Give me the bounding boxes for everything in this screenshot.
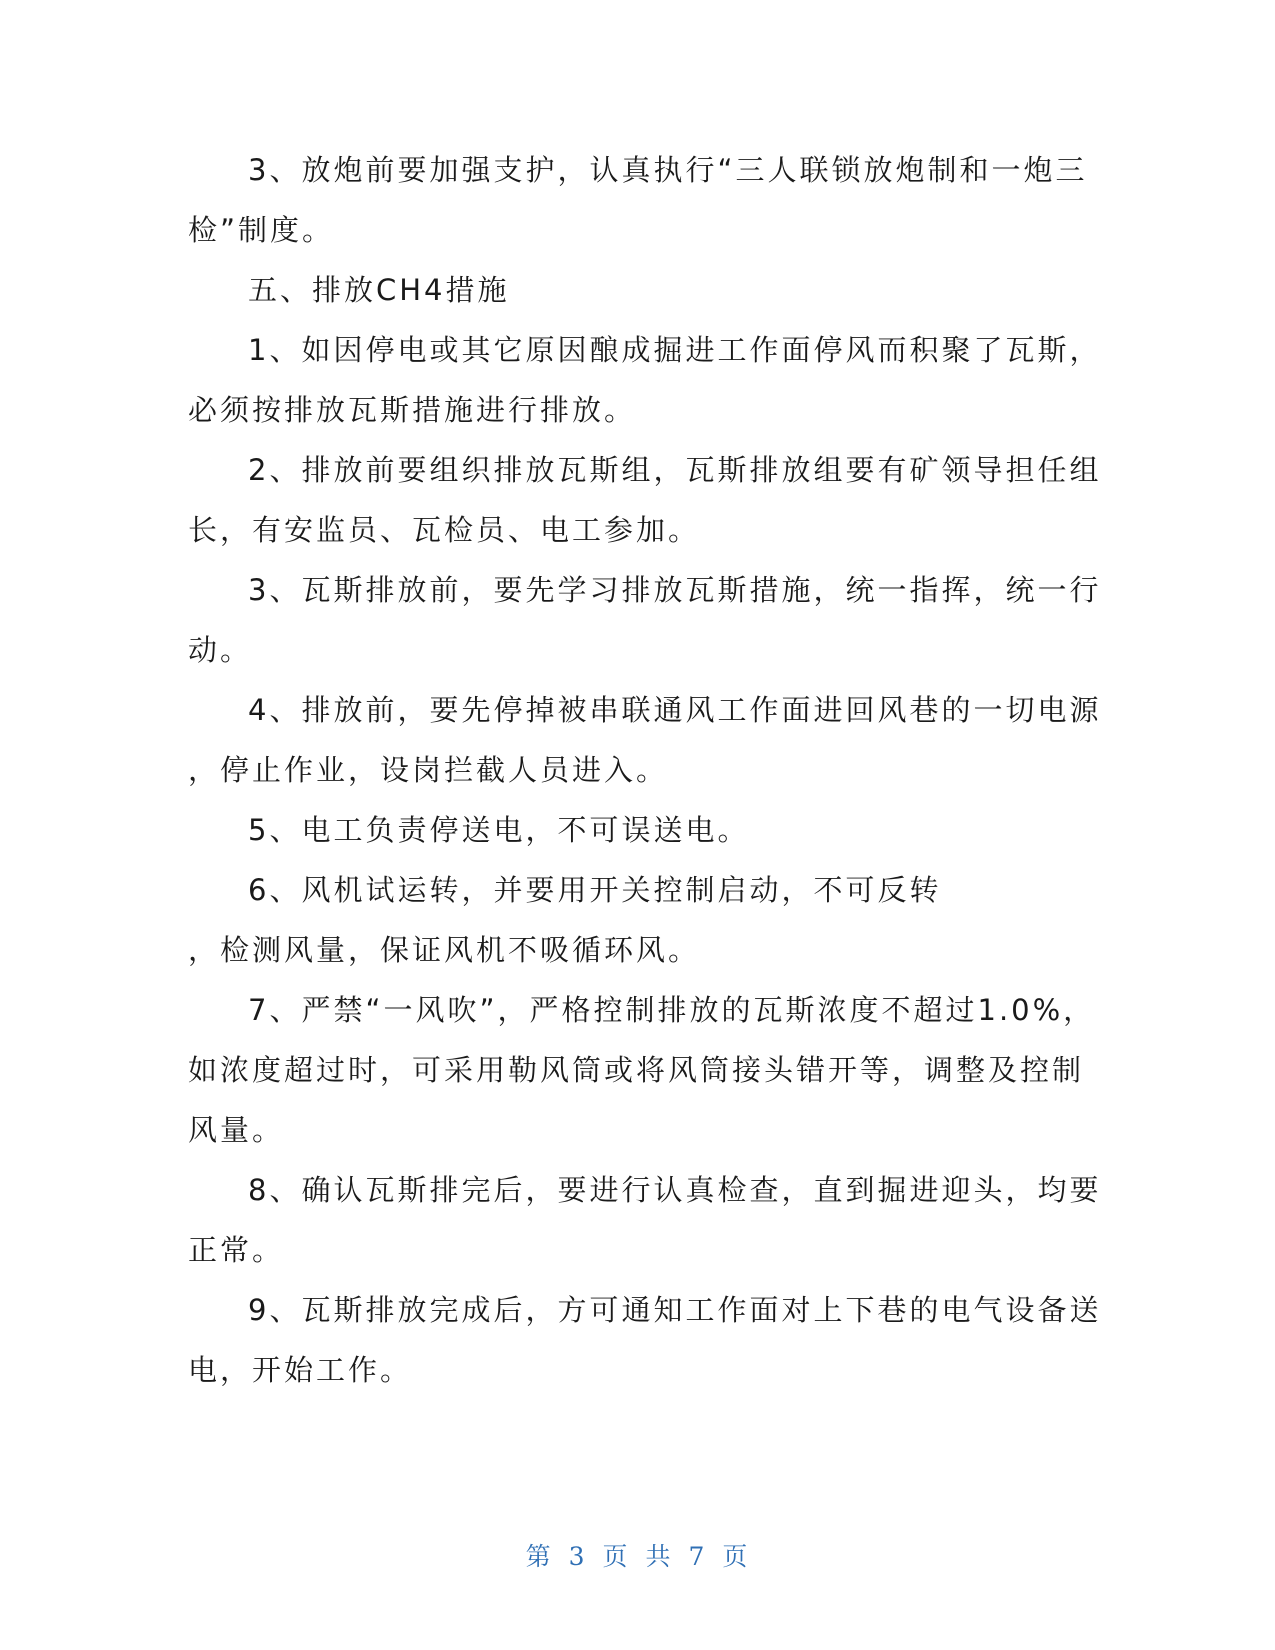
footer-page-unit: 页 [602,1542,630,1571]
text-line: 7、严禁“一风吹”，严格控制排放的瓦斯浓度不超过1.0%， [248,993,1096,1027]
section-heading: 五、排放CH4措施 [248,273,510,307]
document-body [188,140,1102,1400]
text-line: 动。 [188,633,253,667]
text-line: 电，开始工作。 [188,1353,413,1387]
footer-total-unit: 页 [722,1542,750,1571]
text-line: 风量。 [188,1113,285,1147]
text-line: 4、排放前，要先停掉被串联通风工作面进回风巷的一切电源 [248,693,1102,727]
text-line: ，停止作业，设岗拦截人员进入。 [188,753,669,787]
text-line: 8、确认瓦斯排完后，要进行认真检查，直到掘进迎头，均要 [248,1173,1102,1207]
text-line: 9、瓦斯排放完成后，方可通知工作面对上下巷的电气设备送 [248,1293,1102,1327]
text-line: 正常。 [188,1233,285,1267]
text-line: 如浓度超过时，可采用勒风筒或将风筒接头错开等，调整及控制 [188,1053,1085,1087]
text-line: 检”制度。 [188,213,335,247]
text-line: 2、排放前要组织排放瓦斯组，瓦斯排放组要有矿领导担任组 [248,453,1102,487]
page-footer [0,1537,1275,1573]
text-line: 5、电工负责停送电，不可误送电。 [248,813,750,847]
text-line: 长，有安监员、瓦检员、电工参加。 [188,513,701,547]
text-line: 3、瓦斯排放前，要先学习排放瓦斯措施，统一指挥，统一行 [248,573,1102,607]
footer-total-prefix: 共 [645,1542,673,1571]
text-line: ，检测风量，保证风机不吸循环风。 [188,933,701,967]
text-line: 1、如因停电或其它原因酿成掘进工作面停风而积聚了瓦斯， [248,333,1102,367]
footer-prefix: 第 [525,1542,553,1571]
text-line: 3、放炮前要加强支护，认真执行“三人联锁放炮制和一炮三 [248,153,1088,187]
text-line: 必须按排放瓦斯措施进行排放。 [188,393,637,427]
text-line: 6、风机试运转，并要用开关控制启动，不可反转 [248,873,942,907]
total-pages-number: 7 [688,1542,707,1571]
current-page-number: 3 [568,1542,587,1571]
